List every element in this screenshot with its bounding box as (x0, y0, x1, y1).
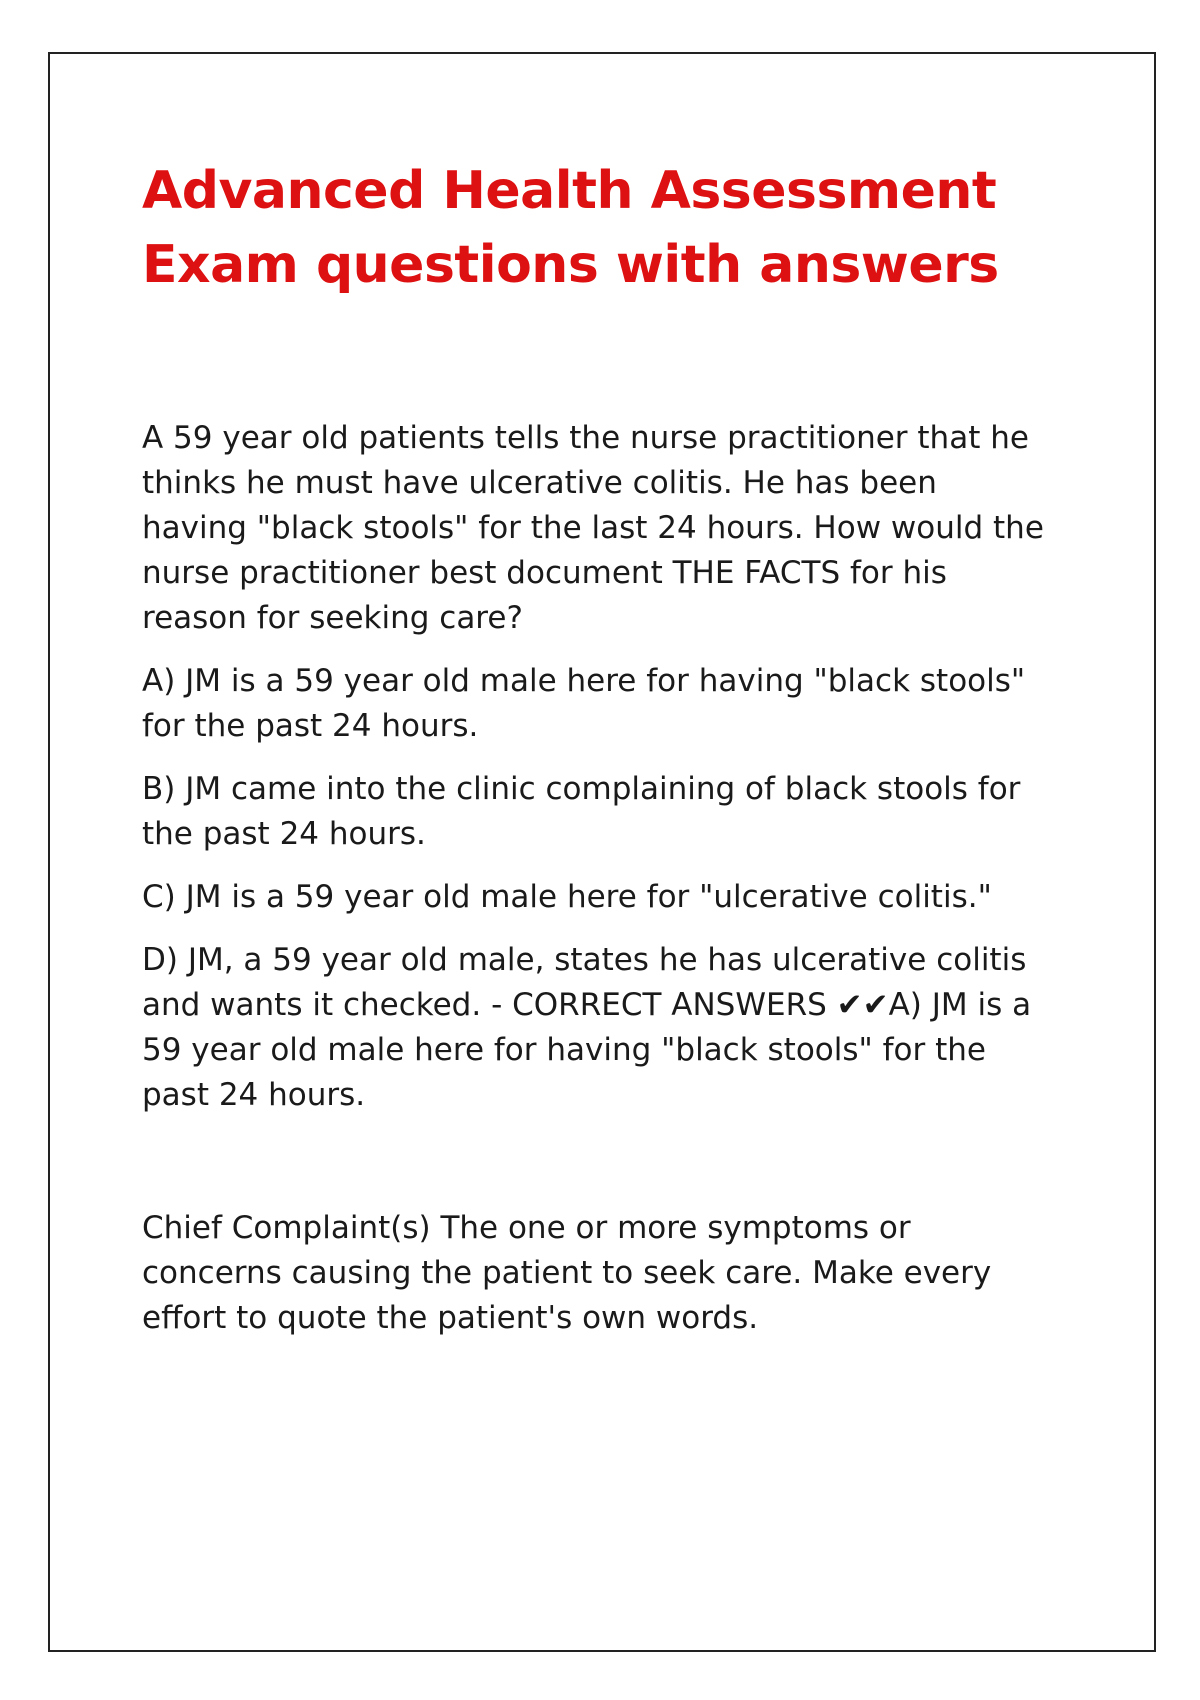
option-a: A) JM is a 59 year old male here for having "black stools" for the past 24 hours. (142, 663, 1026, 744)
option-d-with-answer: D) JM, a 59 year old male, states he has ulcerative colitis and wants it checked. - CORRECT ANSWERS ✔✔A) JM is a 59 year old male here for having "black stools" for the past 24 hours. (142, 942, 1032, 1113)
option-c: C) JM is a 59 year old male here for "ulcerative colitis." (142, 879, 992, 915)
option-b: B) JM came into the clinic complaining of black stools for the past 24 hours. (142, 771, 1021, 852)
document-title: Advanced Health Assessment Exam questions with answers (142, 161, 999, 295)
chief-complaint-definition: Chief Complaint(s) The one or more symptoms or concerns causing the patient to seek care. Make every effort to quote the patient's own words. (142, 1210, 992, 1336)
page-content (142, 154, 1092, 1341)
document-page (48, 52, 1156, 1652)
question-text: A 59 year old patients tells the nurse practitioner that he thinks he must have ulcerative colitis. He has been having "black stools" for the last 24 hours. How would the nurse practitioner best document THE FACTS for his reason for seeking care? (142, 420, 1044, 636)
